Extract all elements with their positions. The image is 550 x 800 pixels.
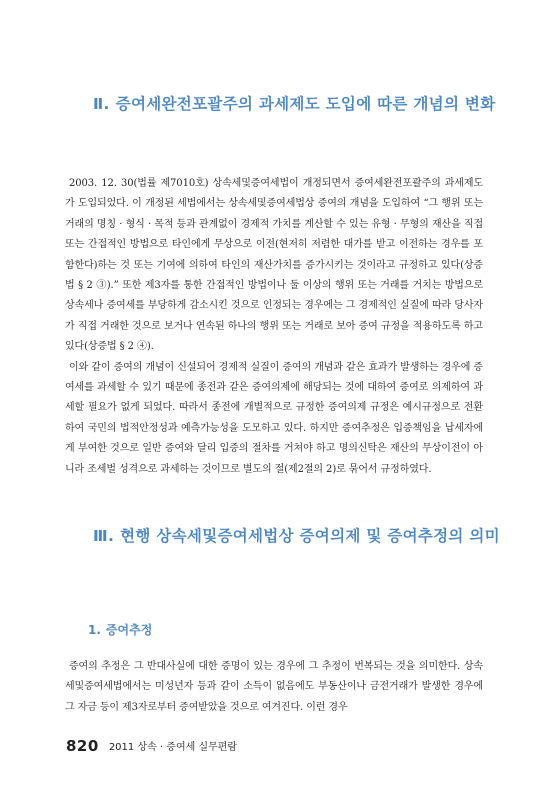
section-2-paragraph-1: 2003. 12. 30(법률 제7010호) 상속세및증여세법이 개정되면서 증여세완전포괄주의 과세제도가 도입되었다. 이 개정된 세법에서는 상속세및증여세법상 증여의 개념을 도입하여 “그 행위 또는 거래의 명칭 · 형식 · 목적 등과 관계없이 경제적 가치를 계산할 수 있는 유형 · 무형의 재산을 직접 또는 간접적인 방법으로 타인에게 무상으로 이전(현저히 저렴한 대가를 받고 이전하는 경우를 포함한다)하는 것 또는 기여에 의하여 타인의 재산가치를 증가시키는 것이라고 규정하고 있다(상증법 § 2 ③).” 또한 제3자를 통한 간접적인 방법이나 둘 이상의 행위 또는 거래를 거치는 방법으로 상속세나 증여세를 부당하게 감소시킨 것으로 인정되는 경우에는 그 경제적인 실질에 따라 당사자가 직접 거래한 것으로 보거나 연속된 하나의 행위 또는 거래로 보아 증여 규정을 적용하도록 하고 있다(상증법 § 2 ④). [65, 178, 483, 353]
book-title: 2011 상속 · 증여세 실무편람 [108, 742, 238, 753]
section-2-body [65, 174, 483, 480]
page-number: 820 [66, 737, 99, 755]
subsection-1-paragraph: 증여의 추정은 그 반대사실에 대한 증명이 있는 경우에 그 추정이 번복되는 것을 의미한다. 상속세및증여세법에서는 미성년자 등과 같이 소득이 없음에도 부동산이나 금전거래가 발생한 경우에 그 자금 등이 제3자로부터 증여받았을 것으로 여겨진다. 이런 경우 [65, 661, 483, 713]
subsection-1-heading [88, 621, 152, 638]
section-3-heading [93, 522, 503, 551]
page-footer [66, 737, 237, 755]
subsection-1-number: 1. [88, 623, 101, 637]
section-3-title: 현행 상속세및증여세법상 증여의제 및 증여추정의 의미 [120, 527, 500, 545]
section-2-heading [93, 90, 503, 119]
subsection-1-title: 증여추정 [105, 623, 153, 637]
section-2-number: Ⅱ. [93, 95, 110, 113]
section-2-title: 증여세완전포괄주의 과세제도 도입에 따른 개념의 변화 [115, 95, 496, 113]
section-2-paragraph-2: 이와 같이 증여의 개념이 신설되어 경제적 실질이 증여의 개념과 같은 효과가 발생하는 경우에 증여세를 과세할 수 있기 때문에 종전과 같은 증여의제에 해당되는 것에 대하여 증여로 의제하여 과세할 필요가 없게 되었다. 따라서 종전에 개별적으로 규정한 증여의제 규정은 예시규정으로 전환하여 국민의 법적안정성과 예측가능성을 도모하고 있다. 하지만 증여추정은 입증책임을 납세자에게 부여한 것으로 일반 증여와 달리 입증의 절차를 거쳐야 하고 명의신탁은 재산의 무상이전이 아니라 조세벌 성격으로 과세하는 것이므로 별도의 절(제2절의 2)로 묶어서 규정하였다. [65, 361, 483, 475]
section-3-number: Ⅲ. [93, 527, 115, 545]
subsection-1-body [65, 657, 483, 718]
